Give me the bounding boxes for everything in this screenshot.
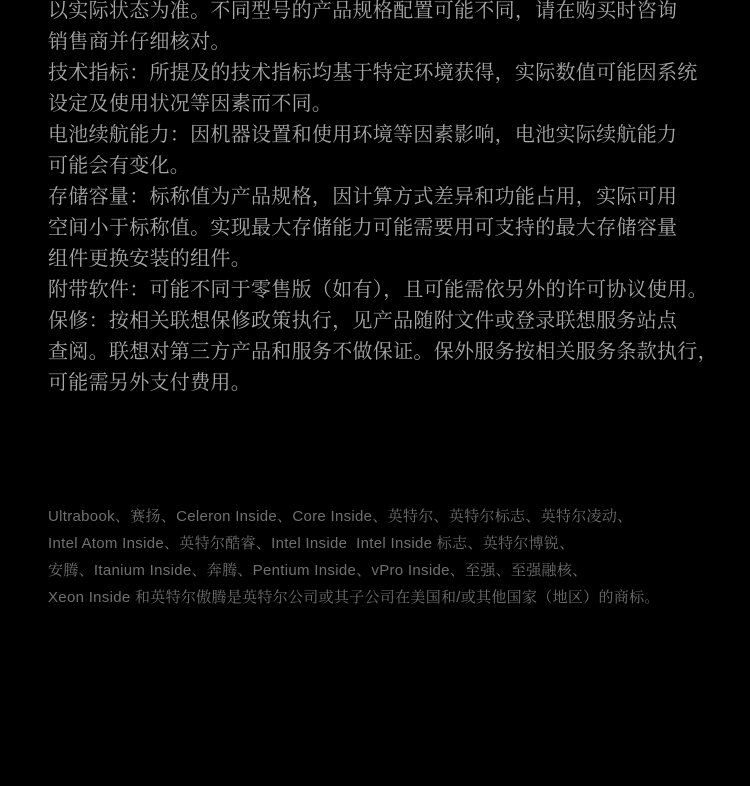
disclaimer-line: 电池续航能力：因机器设置和使用环境等因素影响，电池实际续航能力 bbox=[48, 124, 678, 146]
disclaimer-line: 保修：按相关联想保修政策执行，见产品随附文件或登录联想服务站点 bbox=[48, 310, 678, 332]
trademark-line: Ultrabook、赛扬、Celeron Inside、Core Inside、英特尔、英特尔标志、英特尔凌动、 bbox=[48, 508, 633, 525]
trademark-line: Xeon Inside 和英特尔傲腾是英特尔公司或其子公司在美国和/或其他国家（地区）的商标。 bbox=[48, 589, 660, 606]
disclaimer-line: 附带软件：可能不同于零售版（如有），且可能需依另外的许可协议使用。 bbox=[48, 279, 708, 301]
disclaimer-line: 可能会有变化。 bbox=[48, 155, 191, 177]
disclaimer-line: 技术指标：所提及的技术指标均基于特定环境获得，实际数值可能因系统 bbox=[48, 62, 698, 84]
disclaimer-line: 以实际状态为准。不同型号的产品规格配置可能不同，请在购买时咨询 bbox=[48, 0, 678, 22]
disclaimer-line: 可能需另外支付费用。 bbox=[48, 372, 251, 394]
disclaimer-line: 存储容量：标称值为产品规格，因计算方式差异和功能占用，实际可用 bbox=[48, 186, 678, 208]
trademark-line: Intel Atom Inside、英特尔酷睿、Intel Inside Intel Inside 标志、英特尔博锐、 bbox=[48, 535, 575, 552]
disclaimer-line: 组件更换安装的组件。 bbox=[48, 248, 251, 270]
intel-trademark-notice bbox=[48, 503, 702, 611]
disclaimer-line: 空间小于标称值。实现最大存储能力可能需要用可支持的最大存储容量 bbox=[48, 217, 678, 239]
product-disclaimer-text bbox=[48, 0, 718, 399]
disclaimer-line: 查阅。联想对第三方产品和服务不做保证。保外服务按相关服务条款执行， bbox=[48, 341, 718, 363]
disclaimer-line: 设定及使用状况等因素而不同。 bbox=[48, 93, 333, 115]
trademark-line: 安腾、Itanium Inside、奔腾、Pentium Inside、vPro Inside、至强、至强融核、 bbox=[48, 562, 588, 579]
disclaimer-line: 销售商并仔细核对。 bbox=[48, 31, 231, 53]
